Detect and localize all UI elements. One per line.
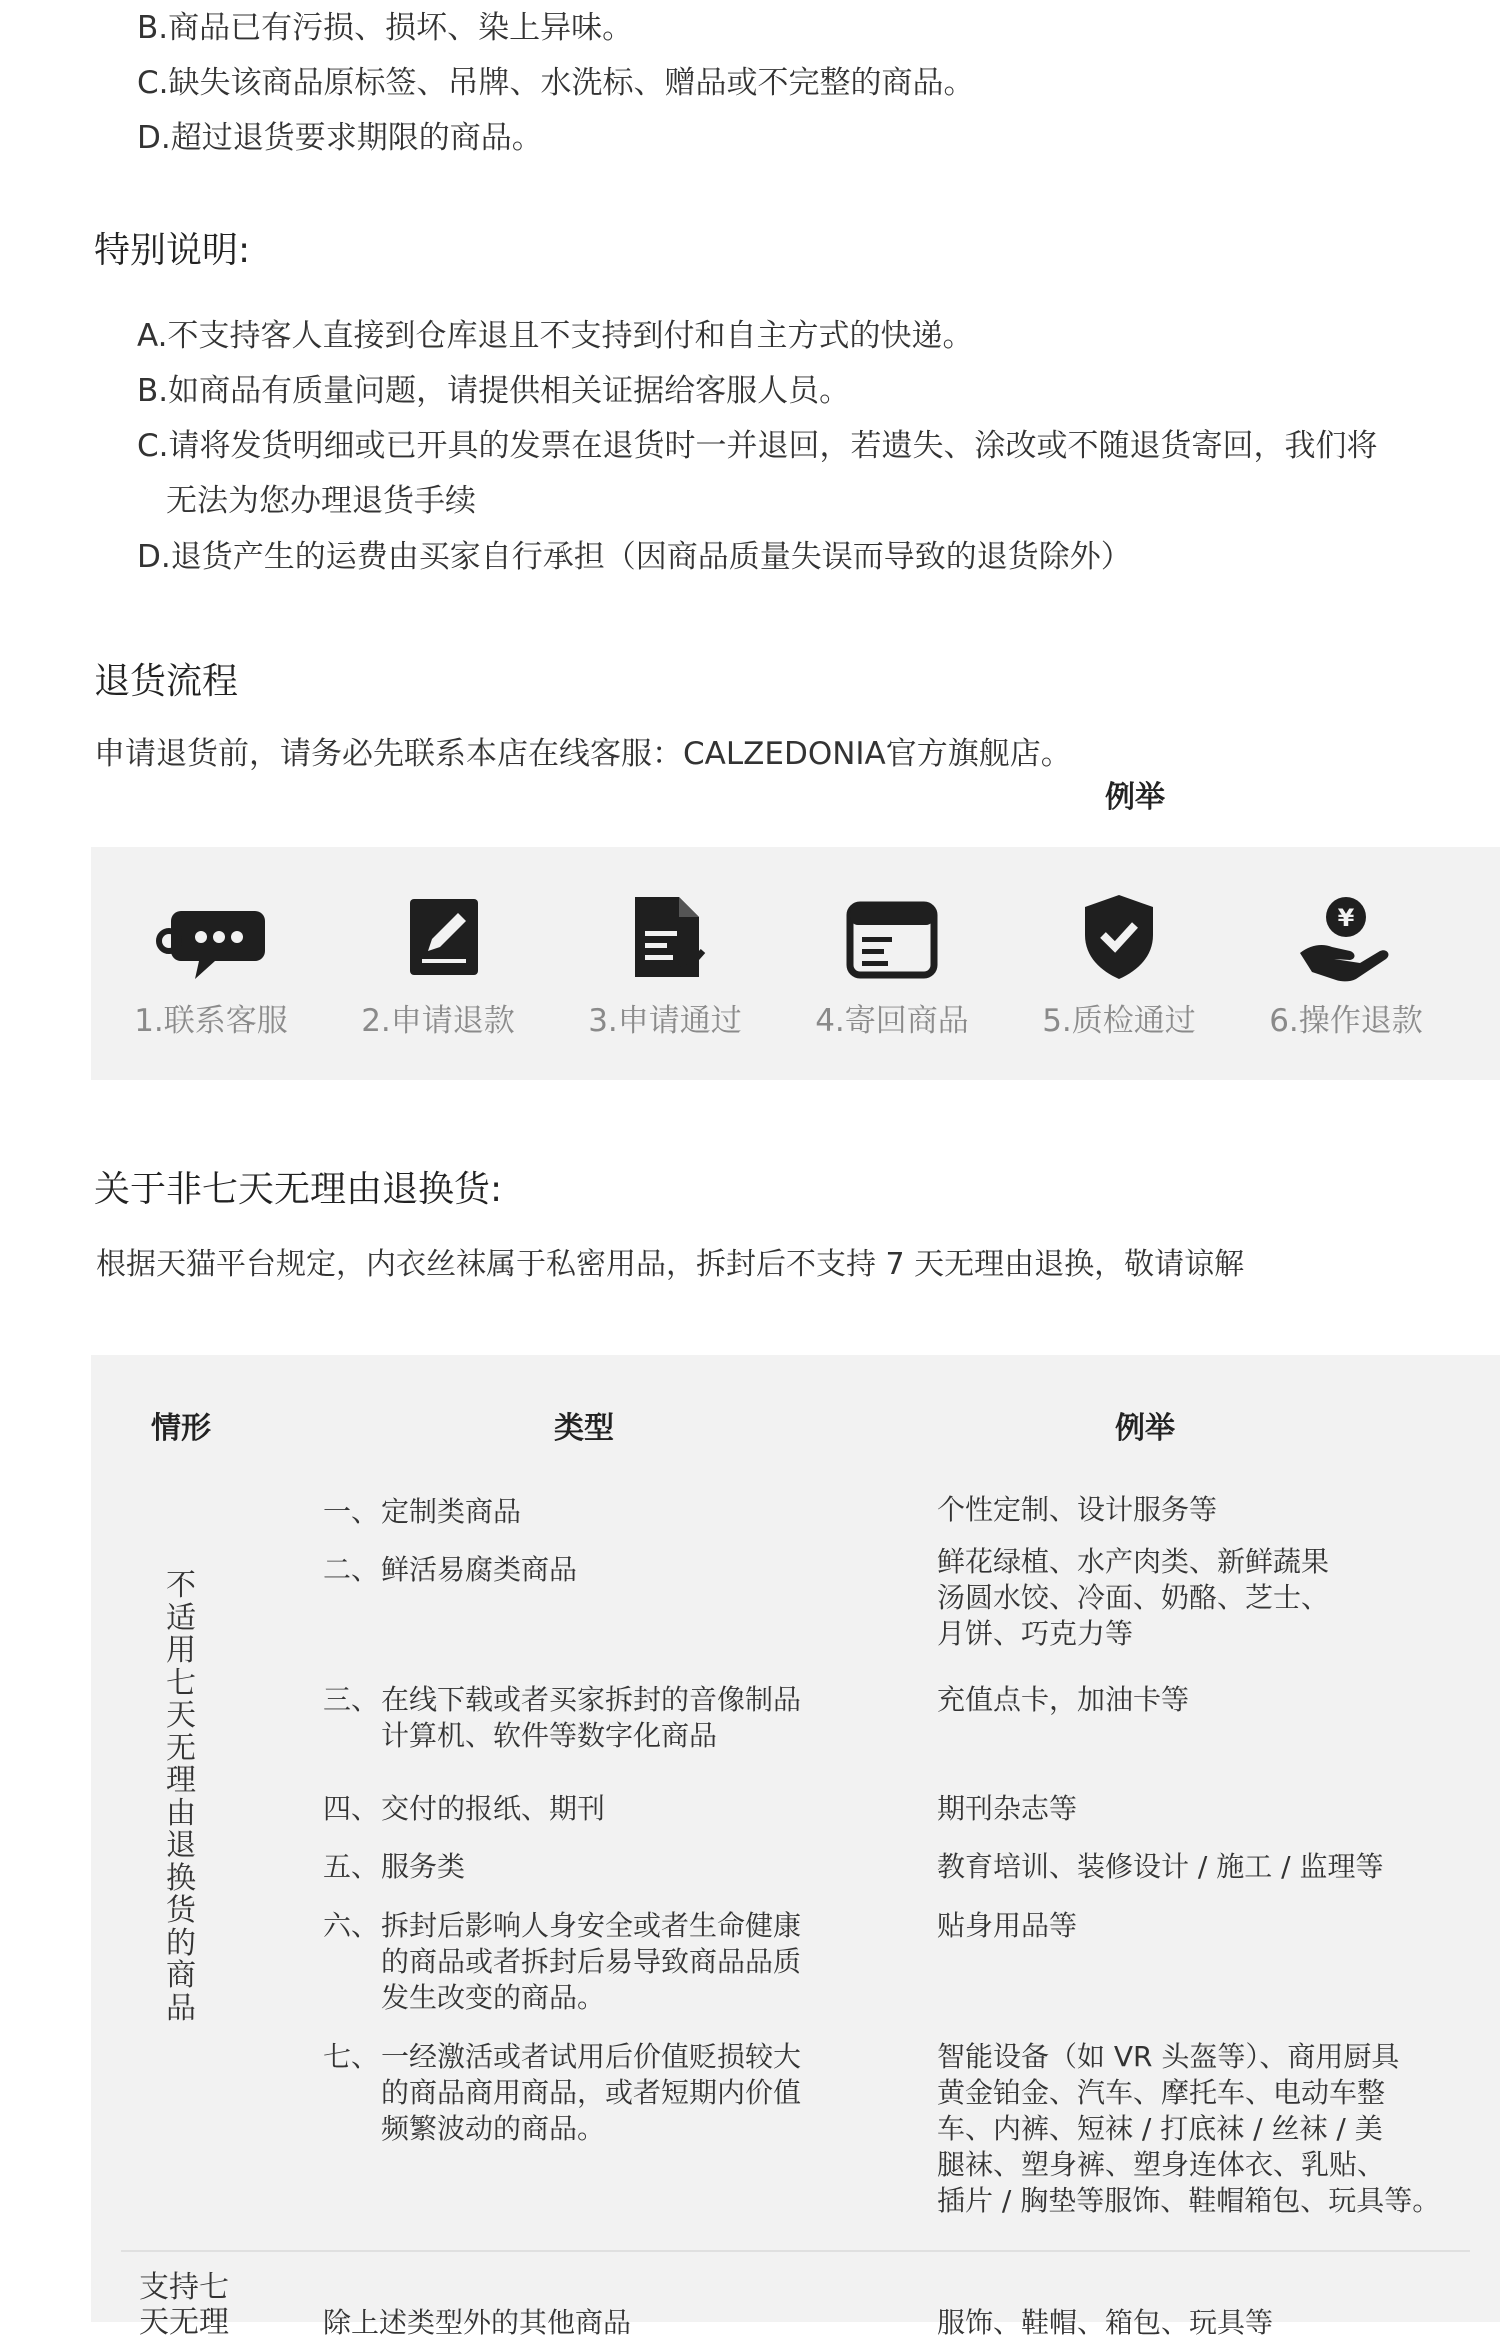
row-type-cont: 的商品或者拆封后易导致商品品质 (381, 1945, 802, 1978)
example-line: 插片 / 胸垫等服饰、鞋帽箱包、玩具等。 (937, 2184, 1441, 2217)
special-b: B.如商品有质量问题，请提供相关证据给客服人员。 (137, 373, 851, 409)
process-desc: 申请退货前，请务必先联系本店在线客服：CALZEDONIA官方旗舰店。 (94, 736, 1072, 772)
example-line: 智能设备（如 VR 头盔等）、商用厨具 (937, 2040, 1400, 2073)
step-label: 4.寄回商品 (815, 1003, 969, 1039)
step-label: 3.申请通过 (588, 1003, 742, 1039)
rule-d: D.超过退货要求期限的商品。 (137, 120, 543, 156)
row-divider (121, 2250, 1470, 2252)
step-label: 1.联系客服 (134, 1003, 288, 1039)
special-c-line1: C.请将发货明细或已开具的发票在退货时一并退回，若遗失、涂改或不随退货寄回，我们将 (137, 428, 1378, 464)
example-line: 期刊杂志等 (937, 1792, 1078, 1825)
row-type-cont: 计算机、软件等数字化商品 (381, 1719, 718, 1752)
table-row (323, 2039, 801, 2147)
step-2 (338, 847, 538, 1080)
row-number: 四、 (323, 1792, 380, 1825)
row-example (937, 1492, 1217, 1528)
example-line: 个性定制、设计服务等 (937, 1493, 1218, 1526)
header-situation: 情形 (151, 1411, 211, 1446)
step-3 (565, 847, 765, 1080)
row-example (937, 1908, 1077, 1944)
row-example (937, 1849, 1383, 1885)
header-example: 例举 (1115, 1411, 1175, 1446)
step-label: 2.申请退款 (361, 1003, 515, 1039)
hand-yen-icon (1286, 891, 1406, 983)
row-type-cont: 发生改变的商品。 (381, 1981, 606, 2014)
rule-b: B.商品已有污损、损坏、染上异味。 (137, 10, 634, 46)
row2-type: 除上述类型外的其他商品 (323, 2306, 632, 2339)
row-type: 在线下载或者买家拆封的音像制品 (381, 1683, 802, 1716)
row-number: 五、 (323, 1850, 380, 1883)
row-type: 一经激活或者试用后价值贬损较大 (381, 2040, 802, 2073)
header-type: 类型 (554, 1411, 614, 1446)
non7-desc: 根据天猫平台规定，内衣丝袜属于私密用品，拆封后不支持 7 天无理由退换，敬请谅解 (96, 1247, 1245, 1282)
row-type-cont: 的商品商用商品，或者短期内价值 (381, 2076, 802, 2109)
non7-title: 关于非七天无理由退换货: (94, 1169, 503, 1210)
row2-situation-line1: 支持七 (139, 2270, 229, 2305)
svg-text:¥: ¥ (1337, 904, 1355, 932)
example-line: 腿袜、塑身裤、塑身连体衣、乳贴、 (937, 2148, 1386, 2181)
row-example (937, 1544, 1329, 1652)
step-6 (1246, 847, 1446, 1080)
row-type: 鲜活易腐类商品 (381, 1553, 578, 1586)
example-line: 教育培训、装修设计 / 施工 / 监理等 (937, 1850, 1384, 1883)
step-5 (1019, 847, 1219, 1080)
table-row (323, 1682, 801, 1754)
row-example (937, 1682, 1189, 1718)
example-line: 月饼、巧克力等 (937, 1617, 1134, 1650)
special-title: 特别说明: (94, 230, 251, 271)
row2-situation-line2: 天无理 (139, 2305, 229, 2340)
row-type: 交付的报纸、期刊 (381, 1792, 606, 1825)
example-line: 鲜花绿植、水产肉类、新鲜蔬果 (937, 1545, 1330, 1578)
chat-bubble-icon (151, 891, 271, 983)
row-type: 拆封后影响人身安全或者生命健康 (381, 1909, 802, 1942)
row-number: 二、 (323, 1553, 380, 1586)
edit-note-icon (378, 891, 498, 983)
table-row (323, 1791, 605, 1827)
shield-check-icon (1059, 891, 1179, 983)
row-number: 六、 (323, 1909, 380, 1942)
row-number: 一、 (323, 1495, 380, 1528)
example-line: 汤圆水饺、冷面、奶酪、芝士、 (937, 1581, 1330, 1614)
row2-example: 服饰、鞋帽、箱包、玩具等 (937, 2306, 1274, 2339)
row-example (937, 1791, 1077, 1827)
example-line: 充值点卡，加油卡等 (937, 1683, 1190, 1716)
step-1 (111, 847, 311, 1080)
example-line: 黄金铂金、汽车、摩托车、电动车整 (937, 2076, 1386, 2109)
policy-table (91, 1355, 1500, 2340)
example-label: 例举 (1105, 780, 1165, 815)
special-d: D.退货产生的运费由买家自行承担（因商品质量失误而导致的退货除外） (137, 539, 1132, 575)
table-row (323, 1552, 577, 1588)
row-type: 服务类 (381, 1850, 466, 1883)
special-c-line2: 无法为您办理退货手续 (166, 483, 476, 519)
step-label: 6.操作退款 (1269, 1003, 1423, 1039)
row-type-cont: 频繁波动的商品。 (381, 2112, 606, 2145)
row-example (937, 2039, 1440, 2219)
example-line: 贴身用品等 (937, 1909, 1078, 1942)
table-row (323, 1849, 465, 1885)
process-steps (91, 847, 1500, 1080)
document-check-icon (605, 891, 725, 983)
process-title: 退货流程 (94, 661, 239, 702)
situation-vertical-label: 不 适 用 七 天 无 理 由 退 换 货 的 商 品 (166, 1568, 196, 2026)
row-number: 三、 (323, 1683, 380, 1716)
row-number: 七、 (323, 2040, 380, 2073)
table-row (323, 1494, 521, 1530)
rule-c: C.缺失该商品原标签、吊牌、水洗标、赠品或不完整的商品。 (137, 65, 975, 101)
package-box-icon (832, 891, 952, 983)
row-type: 定制类商品 (381, 1495, 522, 1528)
table-row (323, 1908, 801, 2016)
special-a: A.不支持客人直接到仓库退且不支持到付和自主方式的快递。 (137, 318, 974, 354)
example-line: 车、内裤、短袜 / 打底袜 / 丝袜 / 美 (937, 2112, 1383, 2145)
step-label: 5.质检通过 (1042, 1003, 1196, 1039)
step-4 (792, 847, 992, 1080)
